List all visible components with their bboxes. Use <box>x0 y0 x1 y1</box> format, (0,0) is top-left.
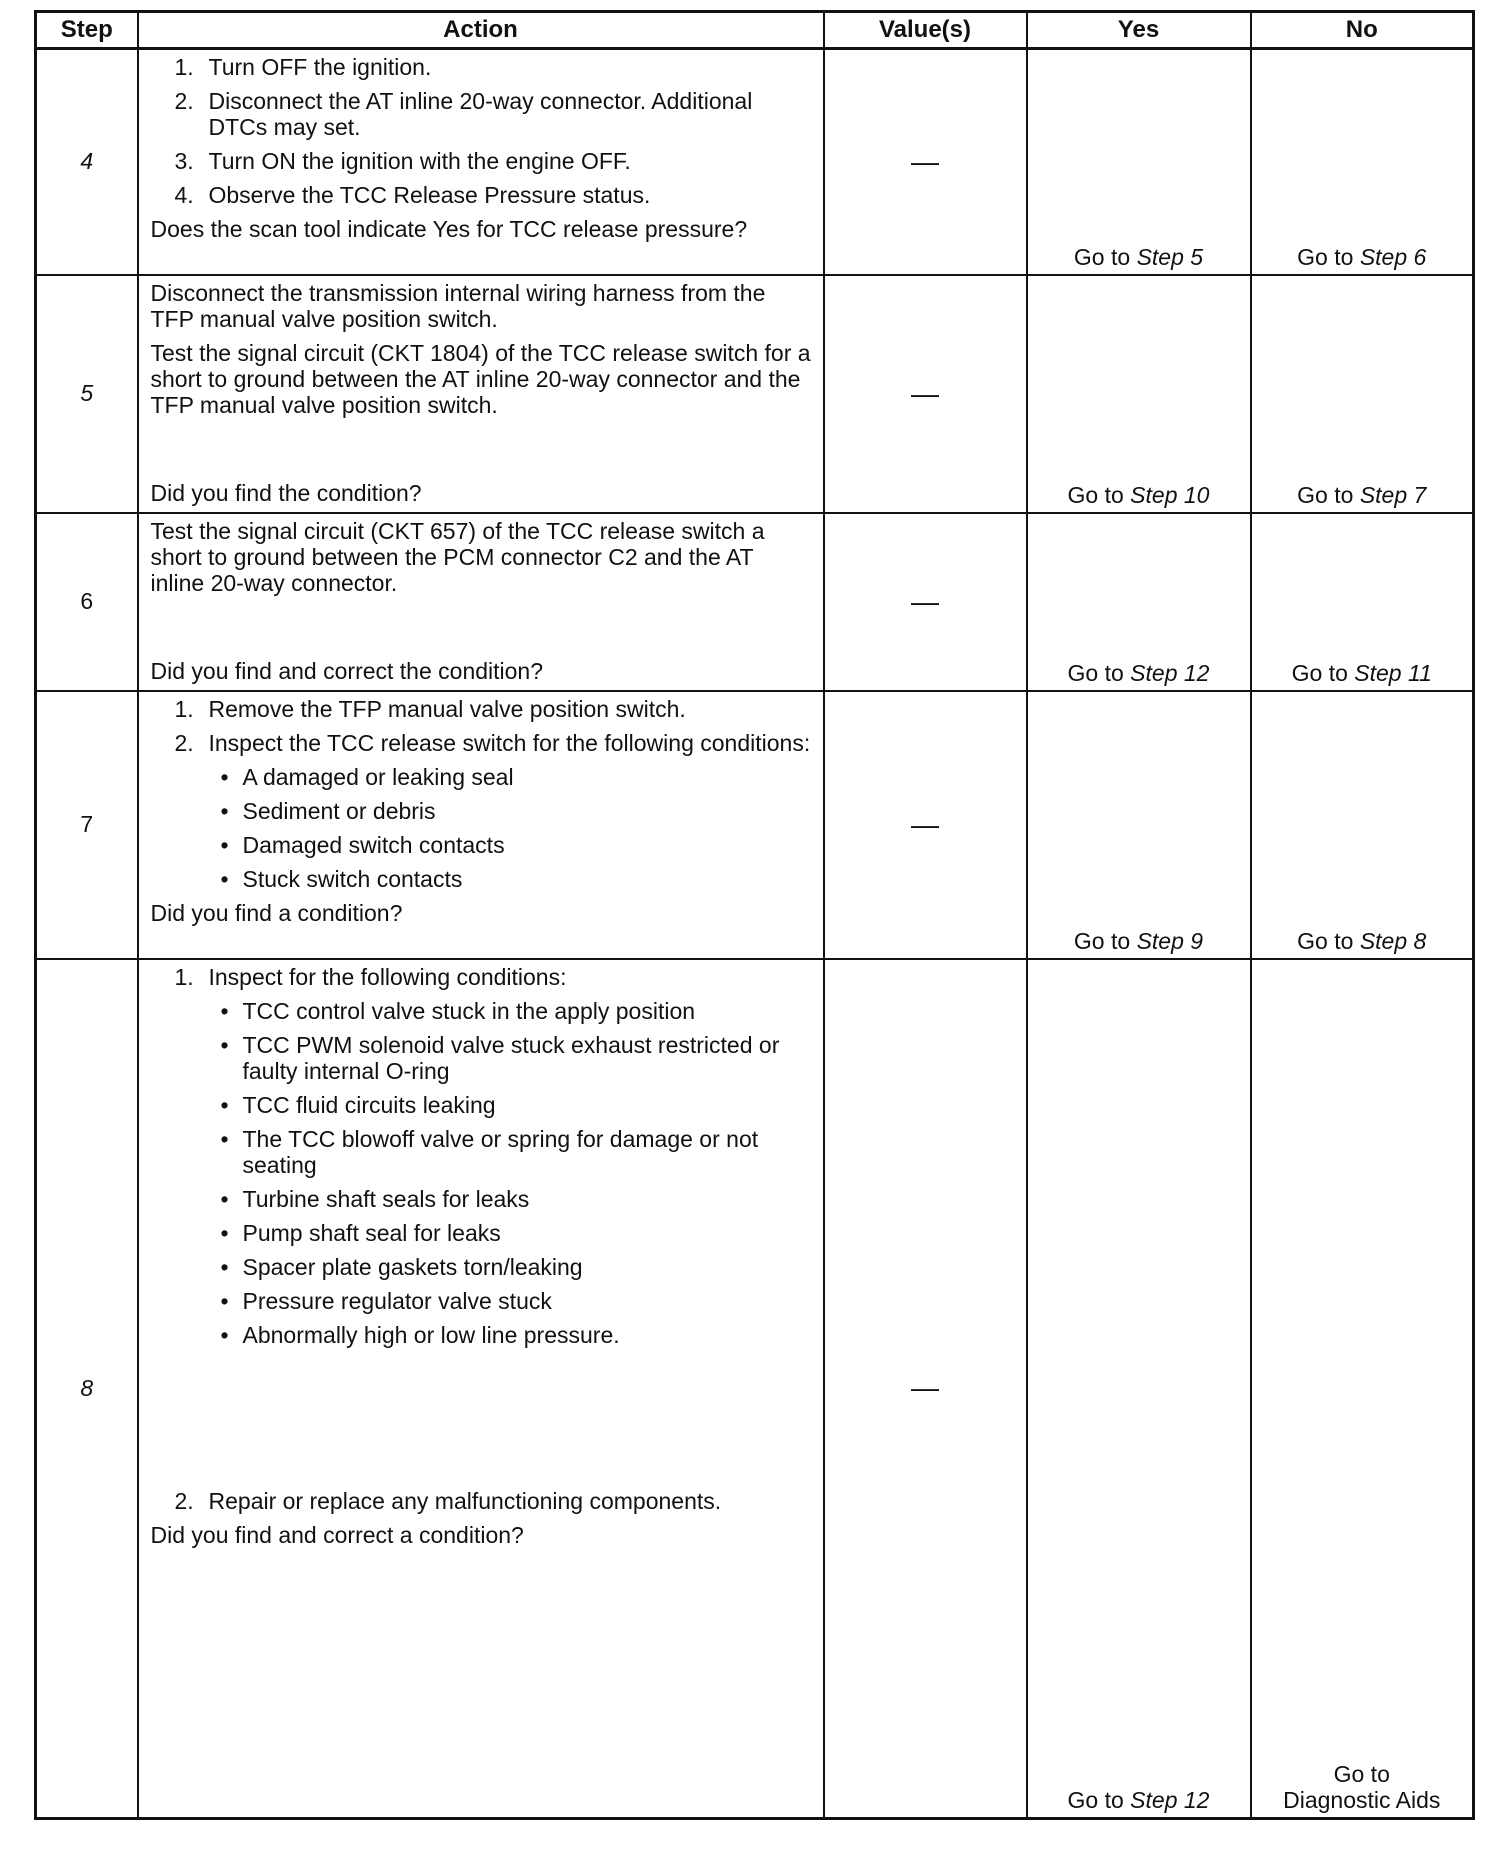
header-step: Step <box>36 12 138 49</box>
action-cell <box>138 49 824 275</box>
no-cell: Go to Step 11 <box>1251 513 1474 691</box>
question-text: Did you find and correct the condition? <box>150 657 544 684</box>
no-cell: Go to Diagnostic Aids <box>1251 959 1474 1819</box>
yes-cell: Go to Step 10 <box>1027 275 1251 513</box>
no-cell: Go to Step 7 <box>1251 275 1474 513</box>
action-paragraph: Test the signal circuit (CKT 657) of the TCC release switch a short to ground between the PCM connector C2 and the AT inline 20-way connector. <box>150 517 765 596</box>
question-text: Did you find the condition? <box>150 479 422 506</box>
table-row-step-6 <box>36 513 1474 691</box>
numbered-step: 2. Inspect the TCC release switch for the following conditions: <box>174 729 811 756</box>
yes-cell: Go to Step 9 <box>1027 691 1251 959</box>
bullet-item: • Sediment or debris <box>220 797 436 824</box>
action-cell <box>138 275 824 513</box>
numbered-step: 1. Turn OFF the ignition. <box>174 54 432 80</box>
bullet-item: • The TCC blowoff valve or spring for damage or not seating <box>220 1125 759 1178</box>
action-paragraph: Disconnect the transmission internal wiring harness from the TFP manual valve position switch. <box>150 279 766 332</box>
numbered-step: 2. Disconnect the AT inline 20-way connector. Additional DTCs may set. <box>174 88 753 140</box>
action-paragraph: Test the signal circuit (CKT 1804) of the TCC release switch for a short to ground between the AT inline 20-way connector and the TFP manual valve position switch. <box>150 339 811 418</box>
numbered-step: 3. Turn ON the ignition with the engine OFF. <box>174 148 631 174</box>
action-cell <box>138 959 824 1819</box>
numbered-step: 2. Repair or replace any malfunctioning components. <box>174 1487 722 1514</box>
header-row <box>36 12 1474 49</box>
value-cell: — <box>824 275 1027 513</box>
step-number: 5 <box>36 275 138 513</box>
action-cell <box>138 691 824 959</box>
table-row-step-4 <box>36 49 1474 275</box>
value-cell: — <box>824 691 1027 959</box>
numbered-step: 1. Inspect for the following conditions: <box>174 963 567 990</box>
value-cell: — <box>824 513 1027 691</box>
value-cell: — <box>824 959 1027 1819</box>
step-number: 8 <box>36 959 138 1819</box>
header-no: No <box>1251 12 1474 49</box>
step-number: 4 <box>36 49 138 275</box>
bullet-item: • Turbine shaft seals for leaks <box>220 1185 530 1212</box>
numbered-step: 4. Observe the TCC Release Pressure status. <box>174 182 651 208</box>
action-cell <box>138 513 824 691</box>
bullet-item: • A damaged or leaking seal <box>220 763 514 790</box>
bullet-item: • Pump shaft seal for leaks <box>220 1219 501 1246</box>
question-text: Did you find a condition? <box>150 899 403 926</box>
bullet-item: • Spacer plate gaskets torn/leaking <box>220 1253 583 1280</box>
yes-cell: Go to Step 5 <box>1027 49 1251 275</box>
bullet-item: • Abnormally high or low line pressure. <box>220 1321 620 1348</box>
bullet-item: • Damaged switch contacts <box>220 831 505 858</box>
question-text: Did you find and correct a condition? <box>150 1521 524 1548</box>
numbered-step: 1. Remove the TFP manual valve position switch. <box>174 695 686 722</box>
table-row-step-8 <box>36 959 1474 1819</box>
table-row-step-7 <box>36 691 1474 959</box>
yes-cell: Go to Step 12 <box>1027 959 1251 1819</box>
value-cell: — <box>824 49 1027 275</box>
no-cell: Go to Step 8 <box>1251 691 1474 959</box>
table-row-step-5 <box>36 275 1474 513</box>
bullet-item: • TCC PWM solenoid valve stuck exhaust restricted or faulty internal O-ring <box>220 1031 780 1084</box>
diagnostic-table <box>34 10 1475 1820</box>
bullet-item: • TCC fluid circuits leaking <box>220 1091 496 1118</box>
header-action: Action <box>138 12 824 49</box>
step-number: 7 <box>36 691 138 959</box>
header-yes: Yes <box>1027 12 1251 49</box>
question-text: Does the scan tool indicate Yes for TCC release pressure? <box>150 216 748 242</box>
header-values: Value(s) <box>824 12 1027 49</box>
step-number: 6 <box>36 513 138 691</box>
bullet-item: • Pressure regulator valve stuck <box>220 1287 552 1314</box>
yes-cell: Go to Step 12 <box>1027 513 1251 691</box>
bullet-item: • Stuck switch contacts <box>220 865 463 892</box>
bullet-item: • TCC control valve stuck in the apply position <box>220 997 696 1024</box>
no-cell: Go to Step 6 <box>1251 49 1474 275</box>
